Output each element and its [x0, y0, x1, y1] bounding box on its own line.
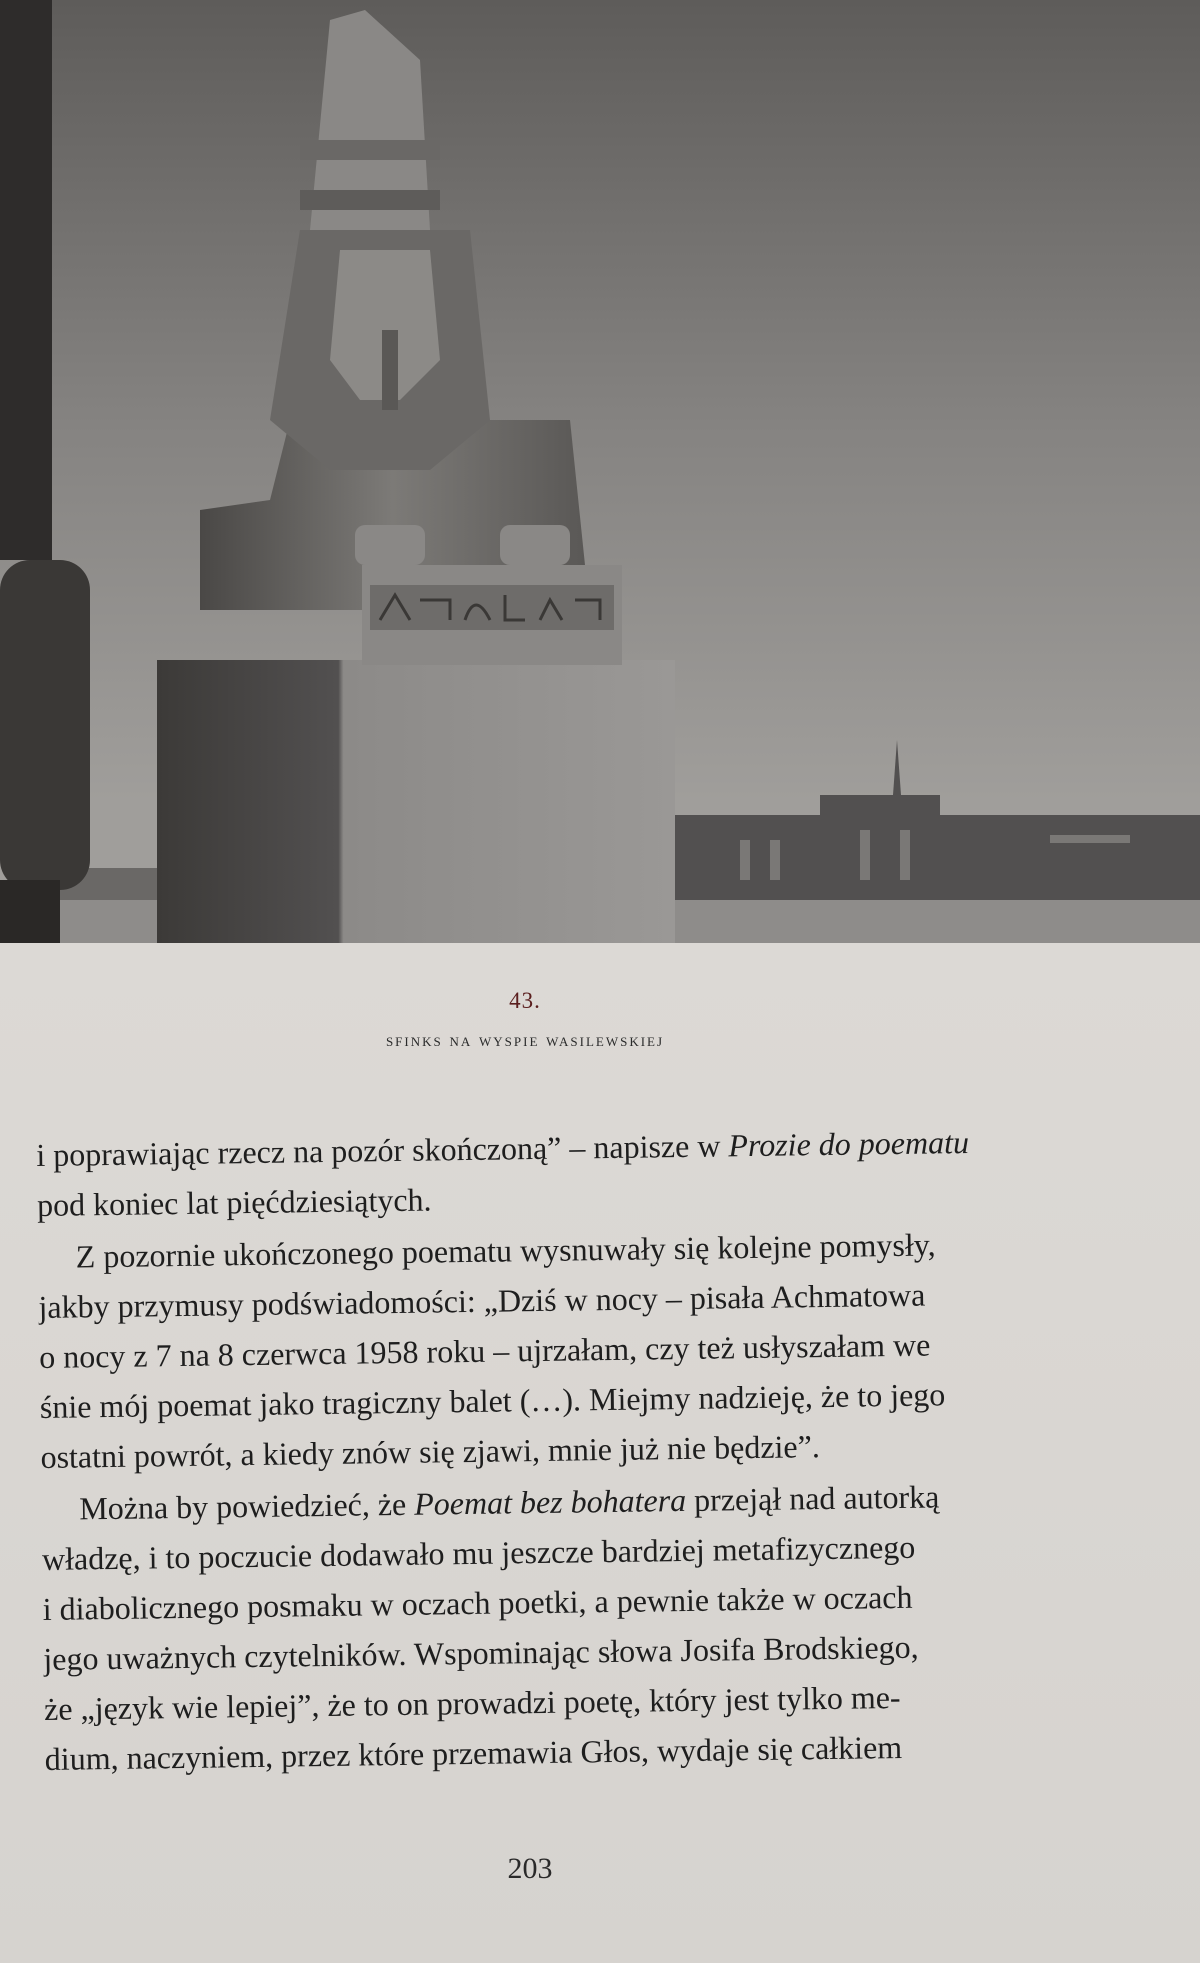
- text-span: jego uważnych czytelników. Wspominając słowa Josifa Brodskiego,: [43, 1628, 919, 1677]
- italic-title: Poemat bez bohatera: [413, 1481, 687, 1522]
- paragraph: [37, 1218, 1030, 1482]
- text-span: władzę, i to poczucie dodawało mu jeszcze bardziej metafizycznego: [41, 1528, 916, 1577]
- figure-caption: sfinks na wyspie wasilewskiej: [385, 1030, 665, 1051]
- text-span: i poprawiając rzecz na pozór skończoną” – napisze w: [36, 1127, 729, 1173]
- figure-number: 43.: [509, 988, 541, 1013]
- text-span: że „język wie lepiej”, że to on prowadzi poetę, który jest tylko me-: [43, 1678, 901, 1727]
- text-span: jakby przymusy podświadomości: „Dziś w nocy – pisała Achmatowa: [38, 1276, 926, 1325]
- text-span: i diabolicznego posmaku w oczach poetki, a pewnie także w oczach: [42, 1578, 913, 1627]
- text-span: dium, naczyniem, przez które przemawia Głos, wydaje się całkiem: [44, 1728, 903, 1777]
- italic-title: Prozie do poematu: [728, 1123, 970, 1164]
- paragraph: [41, 1470, 1035, 1784]
- sphinx-photograph: [0, 0, 1200, 943]
- text-span: śnie mój poemat jako tragiczny balet (…). Miejmy nadzieję, że to jego: [39, 1376, 946, 1425]
- text-span: przejął nad autorką: [685, 1478, 940, 1518]
- text-span: ostatni powrót, a kiedy znów się zjawi, mnie już nie będzie”.: [40, 1428, 821, 1475]
- paragraph: [36, 1116, 1027, 1230]
- text-span: Z pozornie ukończonego poematu wysnuwały się kolejne pomysły,: [75, 1226, 936, 1275]
- body-text: [36, 1116, 1035, 1786]
- page-number: 203: [507, 1852, 553, 1885]
- text-span: o nocy z 7 na 8 czerwca 1958 roku – ujrzałam, czy też usłyszałam we: [38, 1326, 931, 1375]
- text-span: Można by powiedzieć, że: [79, 1485, 415, 1527]
- text-span: pod koniec lat pięćdziesiątych.: [36, 1181, 432, 1223]
